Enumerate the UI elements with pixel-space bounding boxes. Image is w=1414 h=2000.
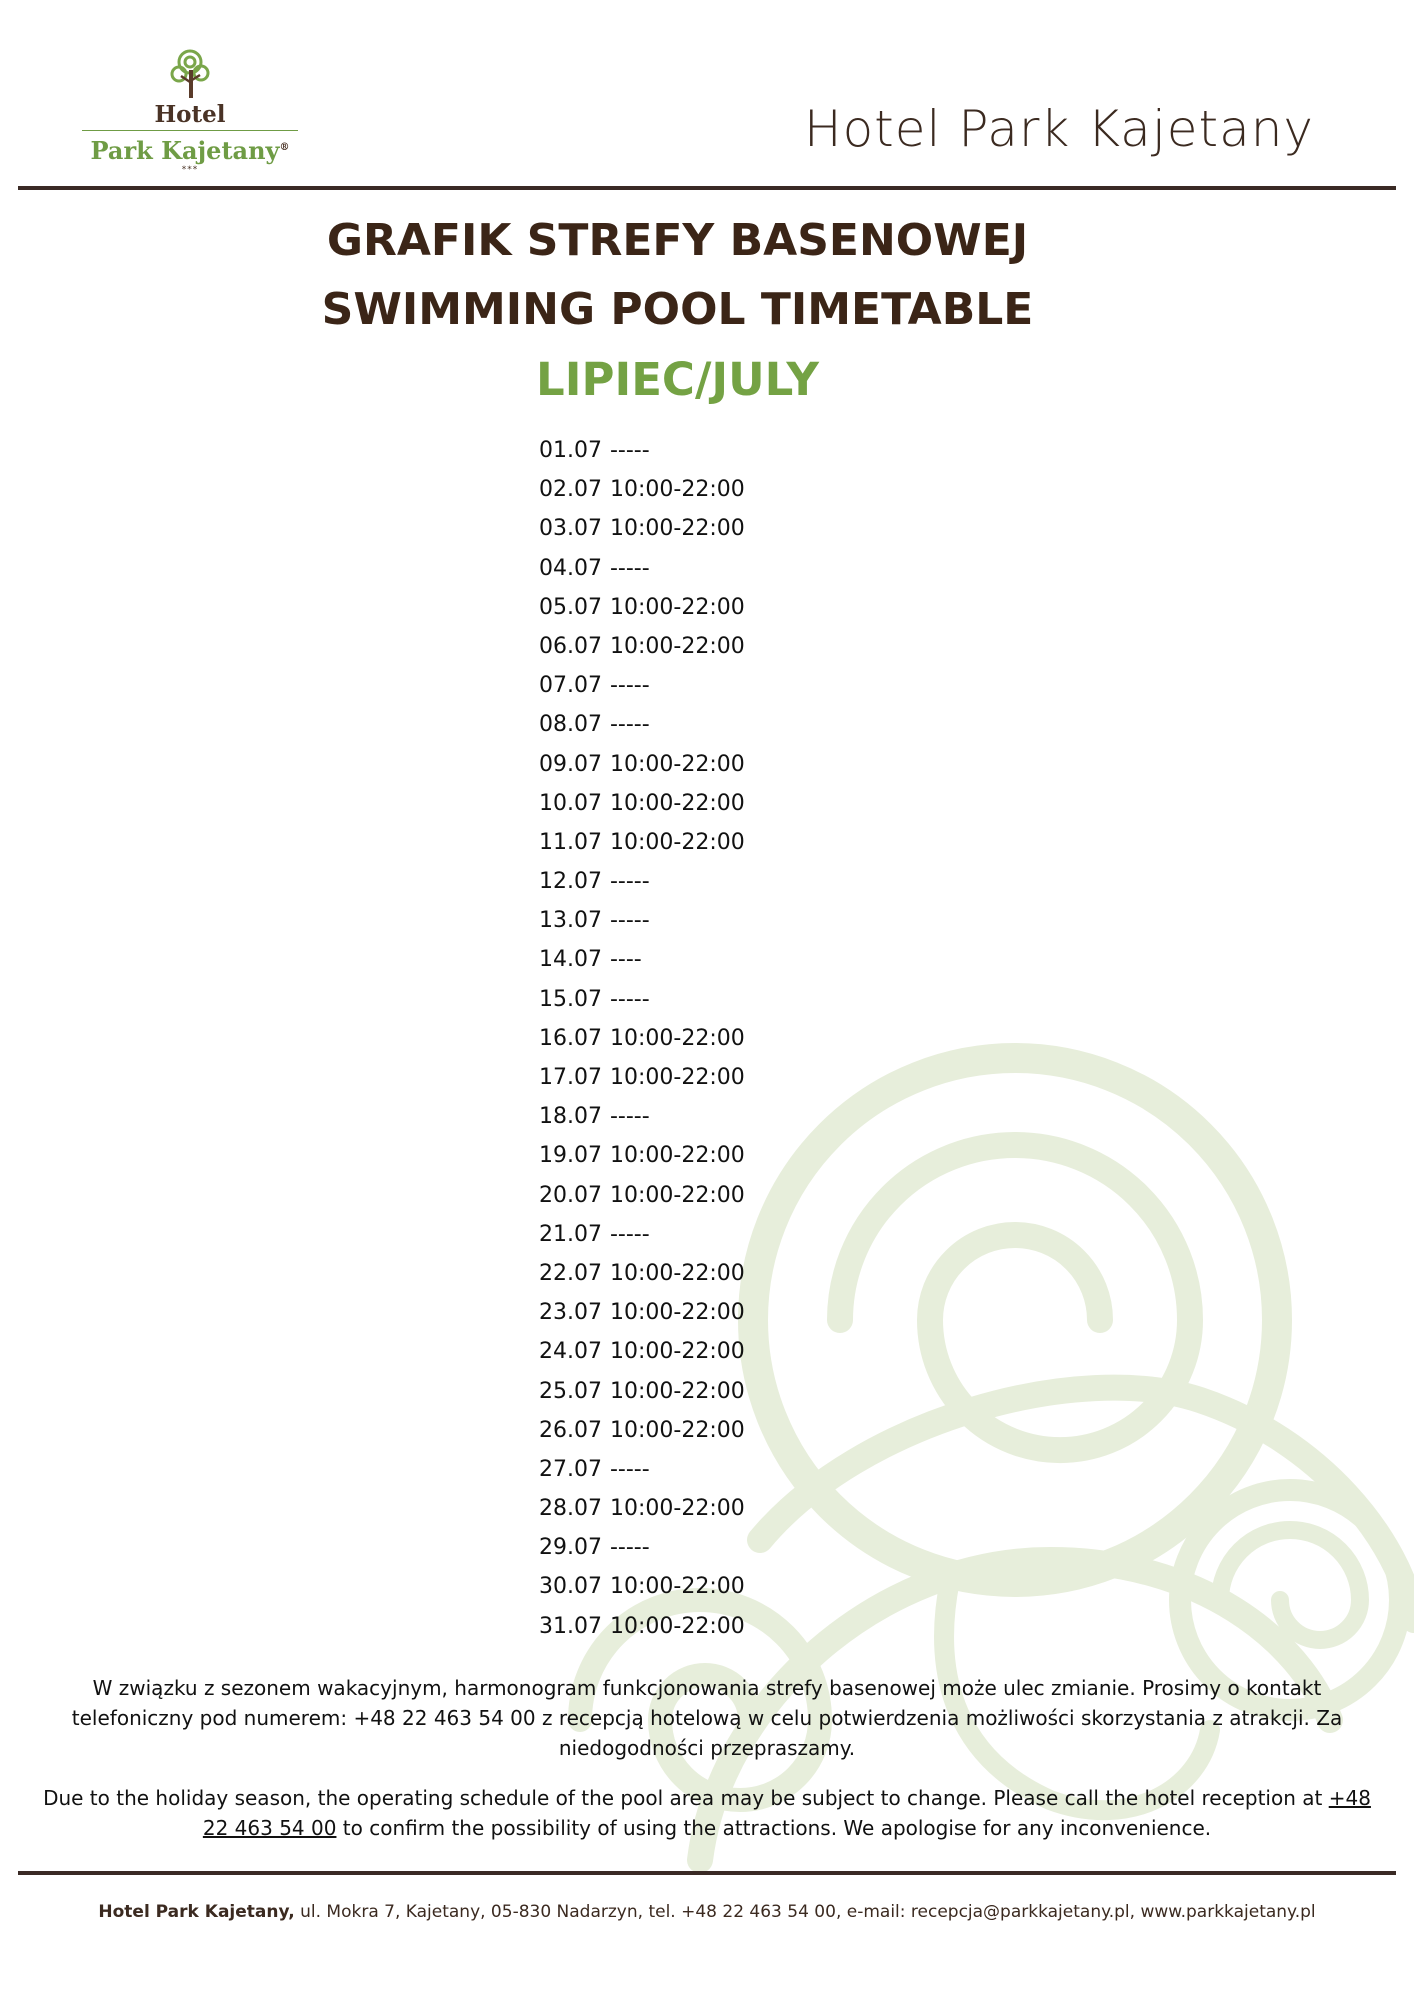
- notice-polish: W związku z sezonem wakacyjnym, harmonogram funkcjonowania strefy basenowej może ulec zmianie. Prosimy o kontakt telefoniczny pod numerem: +48 22 463 54 00 z recepcją hotelową w celu potwierdzenia możliwości skorzystania z atrakcji. Za niedogodności przepraszamy.: [71, 1676, 1343, 1760]
- hotel-logo: [80, 48, 300, 178]
- schedule-hours: -----: [609, 1104, 650, 1130]
- schedule-hours: -----: [609, 438, 650, 463]
- schedule-row: [539, 862, 745, 901]
- footer-hotel-name: Hotel Park Kajetany,: [98, 1902, 295, 1922]
- footer-divider: [18, 1871, 1396, 1875]
- schedule-hours: -----: [609, 986, 650, 1012]
- footer-address: ul. Mokra 7, Kajetany, 05-830 Nadarzyn, tel. +48 22 463 54 00, e-mail: recepcja@parkkajetany.pl, www.parkkajetany.pl: [294, 1902, 1316, 1922]
- schedule-hours: 10:00-22:00: [609, 594, 745, 620]
- logo-stars: ***: [181, 165, 199, 175]
- schedule-date: 10.07: [539, 790, 602, 816]
- schedule-hours: 10:00-22:00: [609, 1613, 745, 1639]
- title-polish: GRAFIK STREFY BASENOWEJ: [326, 215, 1029, 266]
- schedule-hours: 10:00-22:00: [609, 516, 745, 542]
- schedule-row: [539, 1372, 745, 1411]
- schedule-row: [539, 745, 745, 784]
- schedule-date: 08.07: [539, 712, 602, 738]
- schedule-row: [539, 1215, 745, 1254]
- schedule-date: 16.07: [539, 1025, 602, 1051]
- logo-hotel-name: Park Kajetany®: [90, 136, 290, 165]
- schedule-row: [539, 901, 745, 940]
- schedule-hours: 10:00-22:00: [609, 829, 745, 855]
- schedule-hours: 10:00-22:00: [609, 790, 745, 816]
- footer-contact: [0, 1902, 1414, 1922]
- schedule-row: [539, 1567, 745, 1606]
- schedule-row: [539, 1528, 745, 1567]
- schedule-date: 15.07: [539, 986, 602, 1012]
- schedule-hours: -----: [609, 1456, 650, 1482]
- schedule-date: 27.07: [539, 1456, 602, 1482]
- schedule-hours: ----: [609, 947, 642, 973]
- schedule-row: [539, 470, 745, 509]
- schedule-date: 20.07: [539, 1182, 602, 1208]
- schedule-hours: 10:00-22:00: [609, 1260, 745, 1286]
- schedule-date: 28.07: [539, 1496, 602, 1522]
- schedule-hours: 10:00-22:00: [609, 1339, 745, 1365]
- schedule-hours: -----: [609, 908, 650, 934]
- schedule-hours: 10:00-22:00: [609, 477, 745, 503]
- schedule-hours: -----: [609, 712, 650, 738]
- schedule-date: 19.07: [539, 1143, 602, 1169]
- schedule-row: [539, 784, 745, 823]
- schedule-hours: 10:00-22:00: [609, 633, 745, 659]
- schedule-date: 22.07: [539, 1260, 602, 1286]
- schedule-row: [539, 823, 745, 862]
- header-hotel-name: Hotel Park Kajetany: [803, 100, 1314, 158]
- schedule-hours: -----: [609, 673, 650, 699]
- schedule-row: [539, 1097, 745, 1136]
- schedule-hours: 10:00-22:00: [609, 1378, 745, 1404]
- schedule-row: [539, 549, 745, 588]
- registered-mark: ®: [279, 142, 290, 153]
- schedule-row: [539, 509, 745, 548]
- schedule-hours: -----: [609, 869, 650, 895]
- logo-hotel-word: Hotel: [154, 101, 226, 128]
- title-month: LIPIEC/JULY: [536, 353, 819, 406]
- schedule-row: [539, 1058, 745, 1097]
- schedule-row: [539, 705, 745, 744]
- schedule-row: [539, 940, 745, 979]
- schedule-hours: 10:00-22:00: [609, 751, 745, 777]
- schedule-date: 12.07: [539, 869, 602, 895]
- notice-english: Due to the holiday season, the operating schedule of the pool area may be subject to change. Please call the hotel reception at +48 22 463 54 00 to confirm the possibility of using the attractions. We apologise for any inconvenience.: [43, 1786, 1371, 1840]
- schedule-hours: 10:00-22:00: [609, 1496, 745, 1522]
- schedule-date: 23.07: [539, 1300, 602, 1326]
- schedule-date: 03.07: [539, 516, 602, 542]
- schedule-date: 07.07: [539, 673, 602, 699]
- schedule-date: 11.07: [539, 829, 602, 855]
- schedule-date: 30.07: [539, 1574, 602, 1600]
- schedule-date: 05.07: [539, 594, 602, 620]
- header-divider: [18, 186, 1396, 190]
- schedule-row: [539, 1293, 745, 1332]
- schedule-date: 25.07: [539, 1378, 602, 1404]
- title-english: SWIMMING POOL TIMETABLE: [321, 284, 1034, 335]
- schedule-date: 02.07: [539, 477, 602, 503]
- schedule-row: [539, 1019, 745, 1058]
- schedule-row: [539, 980, 745, 1019]
- schedule-date: 14.07: [539, 947, 602, 973]
- schedule-row: [539, 666, 745, 705]
- schedule-hours: -----: [609, 1221, 650, 1247]
- schedule-row: [539, 627, 745, 666]
- schedule-hours: 10:00-22:00: [609, 1065, 745, 1090]
- schedule-date: 01.07: [539, 438, 602, 463]
- schedule-hours: 10:00-22:00: [609, 1143, 745, 1169]
- schedule-row: [539, 1176, 745, 1215]
- schedule-row: [539, 1254, 745, 1293]
- schedule-row: [539, 1332, 745, 1371]
- schedule-row: [539, 1607, 745, 1646]
- schedule-hours: 10:00-22:00: [609, 1300, 745, 1326]
- schedule-hours: -----: [609, 555, 650, 581]
- schedule-date: 21.07: [539, 1221, 602, 1247]
- schedule-hours: 10:00-22:00: [609, 1182, 745, 1208]
- schedule-date: 31.07: [539, 1613, 602, 1639]
- schedule-date: 04.07: [539, 555, 602, 581]
- schedule-hours: 10:00-22:00: [609, 1574, 745, 1600]
- schedule-hours: 10:00-22:00: [609, 1417, 745, 1443]
- schedule-date: 29.07: [539, 1535, 602, 1561]
- logo-divider: [82, 130, 298, 131]
- schedule-date: 24.07: [539, 1339, 602, 1365]
- schedule-hours: -----: [609, 1535, 650, 1561]
- schedule-date: 26.07: [539, 1417, 602, 1443]
- schedule-row: [539, 431, 745, 470]
- schedule-date: 17.07: [539, 1065, 602, 1090]
- schedule-date: 09.07: [539, 751, 602, 777]
- schedule-row: [539, 1450, 745, 1489]
- schedule-row: [539, 1489, 745, 1528]
- schedule-date: 13.07: [539, 908, 602, 934]
- pool-schedule-list: [539, 431, 745, 1646]
- tree-icon: [168, 48, 212, 100]
- schedule-date: 06.07: [539, 633, 602, 659]
- schedule-hours: 10:00-22:00: [609, 1025, 745, 1051]
- phone-link[interactable]: +48 22 463 54 00: [202, 1786, 1371, 1840]
- schedule-row: [539, 1136, 745, 1175]
- schedule-row: [539, 1411, 745, 1450]
- schedule-date: 18.07: [539, 1104, 602, 1130]
- schedule-row: [539, 588, 745, 627]
